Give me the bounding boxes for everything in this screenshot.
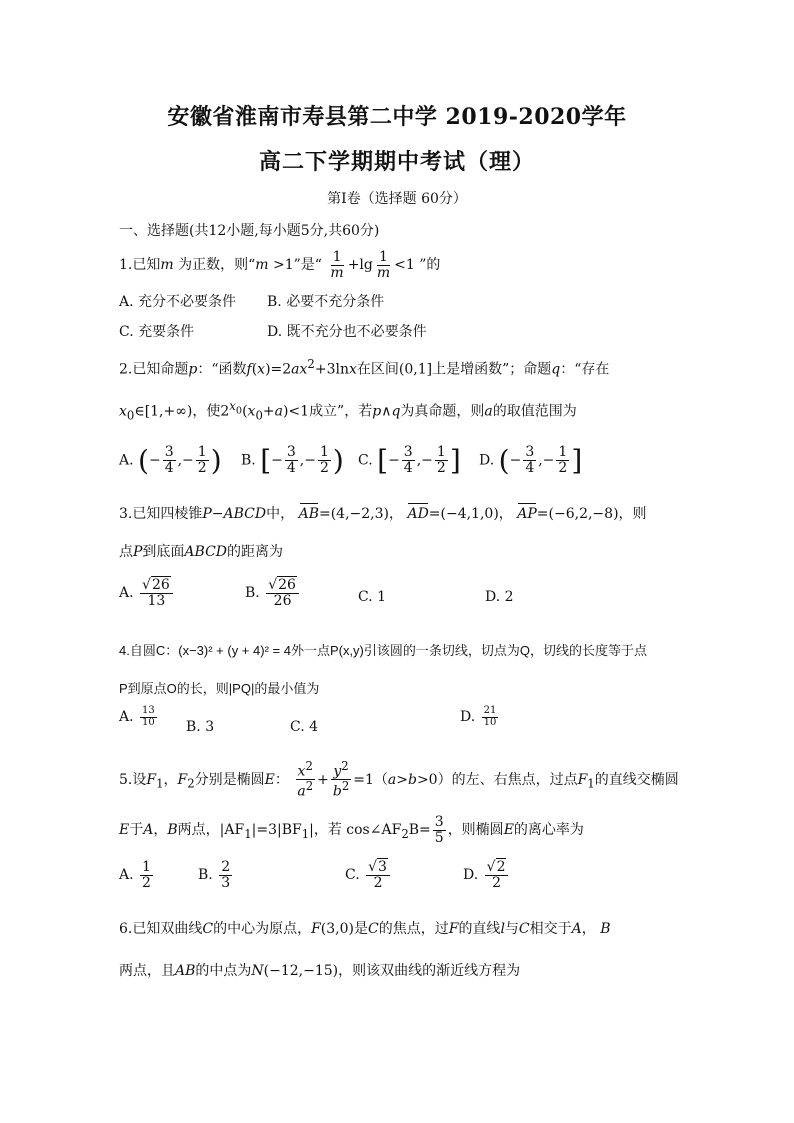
q5-option-d: D. $\frac{√2}{2}$ (463, 860, 510, 890)
question-6-line2: 两点，且AB的中点为N(−12,−15)，则该双曲线的渐近线方程为 (119, 963, 521, 979)
q4-option-c: C. 4 (290, 719, 319, 735)
question-2-line2: $x_0\in[1,+\infty)$，使$2^{x_0}(x_0+a)<1$成立”，若p∧q为真命题，则a的取值范围为 (119, 399, 577, 423)
section-heading: 一、选择题(共12小题,每小题5分,共60分) (119, 223, 380, 239)
question-1: 1.已知m 为正数，则“m >1”是“ $\frac{1}{m}$ +lg $\frac{1}{m}$ <1 ”的 (119, 249, 441, 281)
q2-option-c: C. [− $\frac{3}{4}$ ,− $\frac{1}{2}$ ] (358, 444, 461, 477)
exam-title-line2: 高二下学期期中考试（理） (258, 149, 535, 175)
q5-option-a: A. $\frac{1}{2}$ (119, 859, 151, 891)
exam-title-line1: 安徽省淮南市寿县第二中学 2019-2020学年 (167, 104, 627, 130)
q3-option-d: D. 2 (485, 589, 514, 605)
q4-option-d: D. $\frac{21}{10}$ (460, 705, 497, 728)
q3-option-a: A. $\frac{√26}{13}$ (119, 578, 175, 608)
q3-option-c: C. 1 (358, 589, 387, 605)
q4-option-b: B. 3 (186, 719, 215, 735)
question-5-line1: 5.设$F_1$，$F_2$分别是椭圆E： $\frac{x^2}{a^2}$ + $\frac{y^2}{b^2}$ =1（a>b>0）的左、右焦点，过点$F_1$的直线交椭圆 (119, 759, 679, 800)
q1-option-b: B. 必要不充分条件 (267, 294, 385, 310)
q2-option-a: A. (− $\frac{3}{4}$ ,− $\frac{1}{2}$ ) (119, 444, 222, 477)
q4-option-a: A. $\frac{13}{10}$ (119, 705, 155, 728)
question-2-line1: 2.已知命题p：“函数$f(x)=2ax^2+3\ln x$在区间(0,1]上是增函数”；命题q：“存在 (119, 357, 610, 378)
q1-option-a: A. 充分不必要条件 (119, 294, 237, 310)
question-3-line2: 点P到底面ABCD的距离为 (119, 544, 284, 560)
q2-option-b: B. [− $\frac{3}{4}$ ,− $\frac{1}{2}$ ) (241, 444, 344, 477)
question-3-line1: 3.已知四棱锥P−ABCD中， AB=(4,−2,3)， AD=(−4,1,0)， AP=(−6,2,−8)，则 (119, 506, 647, 522)
q1-option-c: C. 充要条件 (119, 324, 195, 340)
q3-option-b: B. $\frac{√26}{26}$ (245, 578, 301, 608)
question-4-line2: P到原点O的长，则|PQ|的最小值为 (119, 681, 320, 696)
q1-option-d: D. 既不充分也不必要条件 (267, 324, 427, 340)
question-6-line1: 6.已知双曲线C的中心为原点，F(3,0)是C的焦点，过F的直线l与C相交于A， B (119, 921, 611, 937)
question-5-line2: E于A，B两点，$|AF_1|=3|BF_1|$，若 $\cos\angle AF_2B=$ $\frac{3}{5}$ ，则椭圆E的离心率为 (119, 814, 584, 846)
question-4-line1: 4.自圆C：(x−3)² + (y + 4)² = 4外一点P(x,y)引该圆的一条切线，切点为Q，切线的长度等于点 (119, 643, 647, 658)
q2-option-d: D. (− $\frac{3}{4}$ ,− $\frac{1}{2}$ ] (479, 444, 583, 477)
q5-option-c: C. $\frac{√3}{2}$ (345, 860, 392, 890)
volume-heading: 第Ⅰ卷（选择题 60分） (327, 191, 467, 207)
q5-option-b: B. $\frac{2}{3}$ (198, 859, 231, 891)
